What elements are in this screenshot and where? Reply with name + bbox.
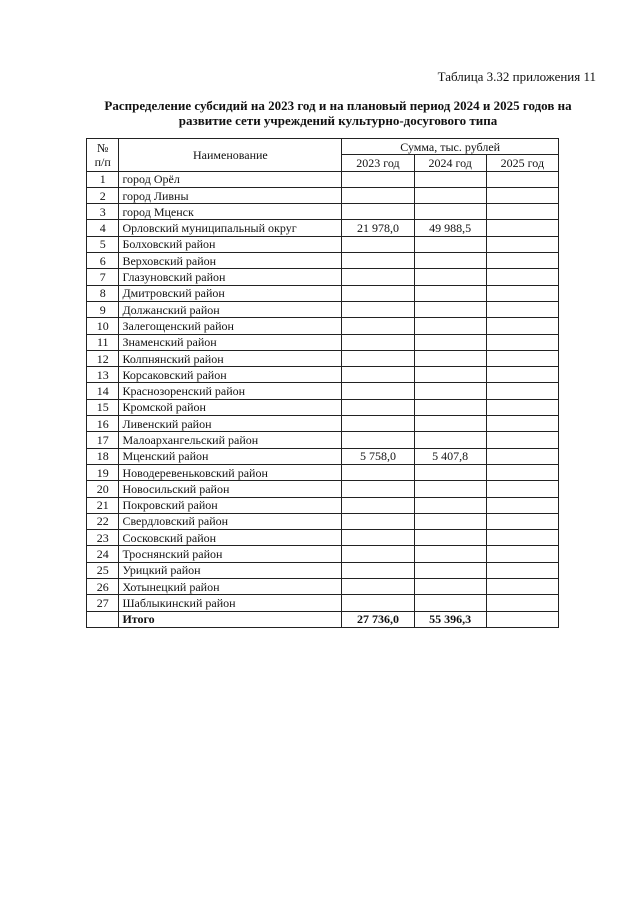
row-value-2024: [414, 481, 486, 497]
row-value-2023: [342, 171, 414, 187]
row-number: 6: [87, 253, 119, 269]
row-value-2025: [486, 595, 558, 611]
row-value-2023: [342, 399, 414, 415]
row-value-2025: [486, 334, 558, 350]
table-row: [87, 432, 559, 448]
row-number: 7: [87, 269, 119, 285]
row-name: Шаблыкинский район: [119, 595, 342, 611]
row-name: Малоархангельский район: [119, 432, 342, 448]
row-value-2023: [342, 546, 414, 562]
row-number: 26: [87, 579, 119, 595]
row-value-2023: [342, 253, 414, 269]
table-caption: Таблица 3.32 приложения 11: [437, 69, 596, 84]
row-value-2025: [486, 367, 558, 383]
row-value-2023: [342, 481, 414, 497]
total-value-2025: [486, 611, 558, 627]
title-line-1: Распределение субсидий на 2023 год и на плановый период 2024 и 2025 годов на: [104, 98, 572, 113]
row-value-2025: [486, 236, 558, 252]
row-value-2024: [414, 546, 486, 562]
row-value-2025: [486, 432, 558, 448]
table-row: [87, 562, 559, 578]
document-title: [88, 98, 588, 128]
row-value-2023: [342, 513, 414, 529]
row-value-2024: [414, 367, 486, 383]
row-value-2023: 21 978,0: [342, 220, 414, 236]
table-row: [87, 530, 559, 546]
row-name: Покровский район: [119, 497, 342, 513]
row-value-2024: [414, 513, 486, 529]
row-name: Хотынецкий район: [119, 579, 342, 595]
total-row: [87, 611, 559, 627]
table-row: [87, 236, 559, 252]
row-value-2025: [486, 481, 558, 497]
row-value-2024: [414, 318, 486, 334]
row-value-2024: 49 988,5: [414, 220, 486, 236]
row-number: 17: [87, 432, 119, 448]
row-value-2024: [414, 595, 486, 611]
row-value-2025: [486, 464, 558, 480]
row-value-2023: [342, 334, 414, 350]
row-value-2024: [414, 399, 486, 415]
row-value-2025: [486, 253, 558, 269]
row-name: Должанский район: [119, 301, 342, 317]
row-number: 22: [87, 513, 119, 529]
row-name: город Ливны: [119, 187, 342, 203]
table-row: [87, 269, 559, 285]
header-year-2023: 2023 год: [342, 155, 414, 171]
subsidy-table: [86, 138, 559, 628]
row-number: 25: [87, 562, 119, 578]
row-number: 5: [87, 236, 119, 252]
row-value-2023: [342, 236, 414, 252]
row-value-2025: [486, 399, 558, 415]
header-sum: Сумма, тыс. рублей: [342, 139, 559, 155]
row-number: 27: [87, 595, 119, 611]
row-value-2025: [486, 448, 558, 464]
row-value-2025: [486, 530, 558, 546]
row-value-2024: [414, 269, 486, 285]
row-name: Краснозоренский район: [119, 383, 342, 399]
table-body: [87, 171, 559, 627]
table-row: [87, 448, 559, 464]
table-row: [87, 171, 559, 187]
header-name: Наименование: [119, 139, 342, 172]
row-value-2023: [342, 301, 414, 317]
row-value-2023: [342, 285, 414, 301]
row-value-2024: [414, 432, 486, 448]
row-name: Дмитровский район: [119, 285, 342, 301]
row-value-2025: [486, 204, 558, 220]
row-value-2023: [342, 350, 414, 366]
row-value-2024: [414, 562, 486, 578]
row-name: Глазуновский район: [119, 269, 342, 285]
row-number: 21: [87, 497, 119, 513]
row-name: Сосковский район: [119, 530, 342, 546]
row-value-2025: [486, 513, 558, 529]
table-row: [87, 595, 559, 611]
row-value-2023: [342, 187, 414, 203]
row-name: Корсаковский район: [119, 367, 342, 383]
row-number: 19: [87, 464, 119, 480]
title-line-2: развитие сети учреждений культурно-досугового типа: [178, 113, 498, 128]
table-row: [87, 187, 559, 203]
row-value-2024: [414, 171, 486, 187]
total-value-2024: 55 396,3: [414, 611, 486, 627]
header-row-1: [87, 139, 559, 155]
row-name: Троснянский район: [119, 546, 342, 562]
row-number: 18: [87, 448, 119, 464]
table-row: [87, 481, 559, 497]
header-number-symbol: №: [96, 140, 109, 155]
row-value-2023: [342, 464, 414, 480]
row-value-2024: [414, 464, 486, 480]
row-value-2024: [414, 236, 486, 252]
header-year-2025: 2025 год: [486, 155, 558, 171]
row-value-2025: [486, 497, 558, 513]
row-name: Болховский район: [119, 236, 342, 252]
row-value-2023: 5 758,0: [342, 448, 414, 464]
row-value-2025: [486, 546, 558, 562]
row-value-2023: [342, 530, 414, 546]
row-value-2025: [486, 171, 558, 187]
row-name: Кромской район: [119, 399, 342, 415]
row-value-2023: [342, 269, 414, 285]
row-value-2024: [414, 334, 486, 350]
row-number: 9: [87, 301, 119, 317]
row-value-2024: [414, 579, 486, 595]
row-name: Колпнянский район: [119, 350, 342, 366]
row-value-2025: [486, 579, 558, 595]
row-value-2025: [486, 350, 558, 366]
row-value-2024: [414, 301, 486, 317]
row-name: Ливенский район: [119, 416, 342, 432]
row-value-2024: [414, 416, 486, 432]
row-value-2024: [414, 187, 486, 203]
table-row: [87, 464, 559, 480]
row-name: город Орёл: [119, 171, 342, 187]
row-name: Свердловский район: [119, 513, 342, 529]
table-row: [87, 497, 559, 513]
row-value-2023: [342, 579, 414, 595]
row-value-2023: [342, 367, 414, 383]
table-row: [87, 318, 559, 334]
row-name: Знаменский район: [119, 334, 342, 350]
row-value-2025: [486, 220, 558, 236]
row-number: 13: [87, 367, 119, 383]
row-name: Залегощенский район: [119, 318, 342, 334]
row-value-2025: [486, 383, 558, 399]
row-value-2023: [342, 562, 414, 578]
table-row: [87, 546, 559, 562]
row-value-2023: [342, 497, 414, 513]
row-number: 3: [87, 204, 119, 220]
row-value-2025: [486, 416, 558, 432]
table-row: [87, 285, 559, 301]
table-row: [87, 204, 559, 220]
row-name: Урицкий район: [119, 562, 342, 578]
table-row: [87, 416, 559, 432]
table-row: [87, 579, 559, 595]
row-number: 23: [87, 530, 119, 546]
total-number: [87, 611, 119, 627]
row-name: Новодеревеньковский район: [119, 464, 342, 480]
total-label: Итого: [119, 611, 342, 627]
row-number: 20: [87, 481, 119, 497]
row-number: 2: [87, 187, 119, 203]
row-value-2023: [342, 318, 414, 334]
row-value-2024: [414, 530, 486, 546]
row-value-2024: [414, 497, 486, 513]
row-name: Верховский район: [119, 253, 342, 269]
row-value-2023: [342, 432, 414, 448]
header-number-sub: п/п: [94, 154, 111, 169]
row-number: 15: [87, 399, 119, 415]
total-value-2023: 27 736,0: [342, 611, 414, 627]
row-value-2024: [414, 204, 486, 220]
row-value-2024: [414, 253, 486, 269]
row-value-2023: [342, 416, 414, 432]
table-row: [87, 399, 559, 415]
row-value-2024: [414, 350, 486, 366]
row-number: 24: [87, 546, 119, 562]
row-number: 11: [87, 334, 119, 350]
row-value-2025: [486, 562, 558, 578]
header-year-2024: 2024 год: [414, 155, 486, 171]
row-number: 16: [87, 416, 119, 432]
row-name: Орловский муниципальный округ: [119, 220, 342, 236]
row-value-2025: [486, 301, 558, 317]
row-value-2023: [342, 595, 414, 611]
header-number: [87, 139, 119, 172]
row-value-2023: [342, 383, 414, 399]
row-name: город Мценск: [119, 204, 342, 220]
table-row: [87, 367, 559, 383]
table-row: [87, 301, 559, 317]
row-name: Мценский район: [119, 448, 342, 464]
row-value-2024: [414, 383, 486, 399]
table-row: [87, 513, 559, 529]
row-name: Новосильский район: [119, 481, 342, 497]
row-value-2023: [342, 204, 414, 220]
row-number: 4: [87, 220, 119, 236]
row-number: 12: [87, 350, 119, 366]
table-row: [87, 383, 559, 399]
row-number: 14: [87, 383, 119, 399]
table-row: [87, 253, 559, 269]
row-number: 8: [87, 285, 119, 301]
row-value-2025: [486, 318, 558, 334]
row-value-2024: 5 407,8: [414, 448, 486, 464]
row-value-2024: [414, 285, 486, 301]
row-value-2025: [486, 187, 558, 203]
row-number: 1: [87, 171, 119, 187]
row-number: 10: [87, 318, 119, 334]
row-value-2025: [486, 285, 558, 301]
table-row: [87, 350, 559, 366]
table-row: [87, 334, 559, 350]
row-value-2025: [486, 269, 558, 285]
table-row: [87, 220, 559, 236]
